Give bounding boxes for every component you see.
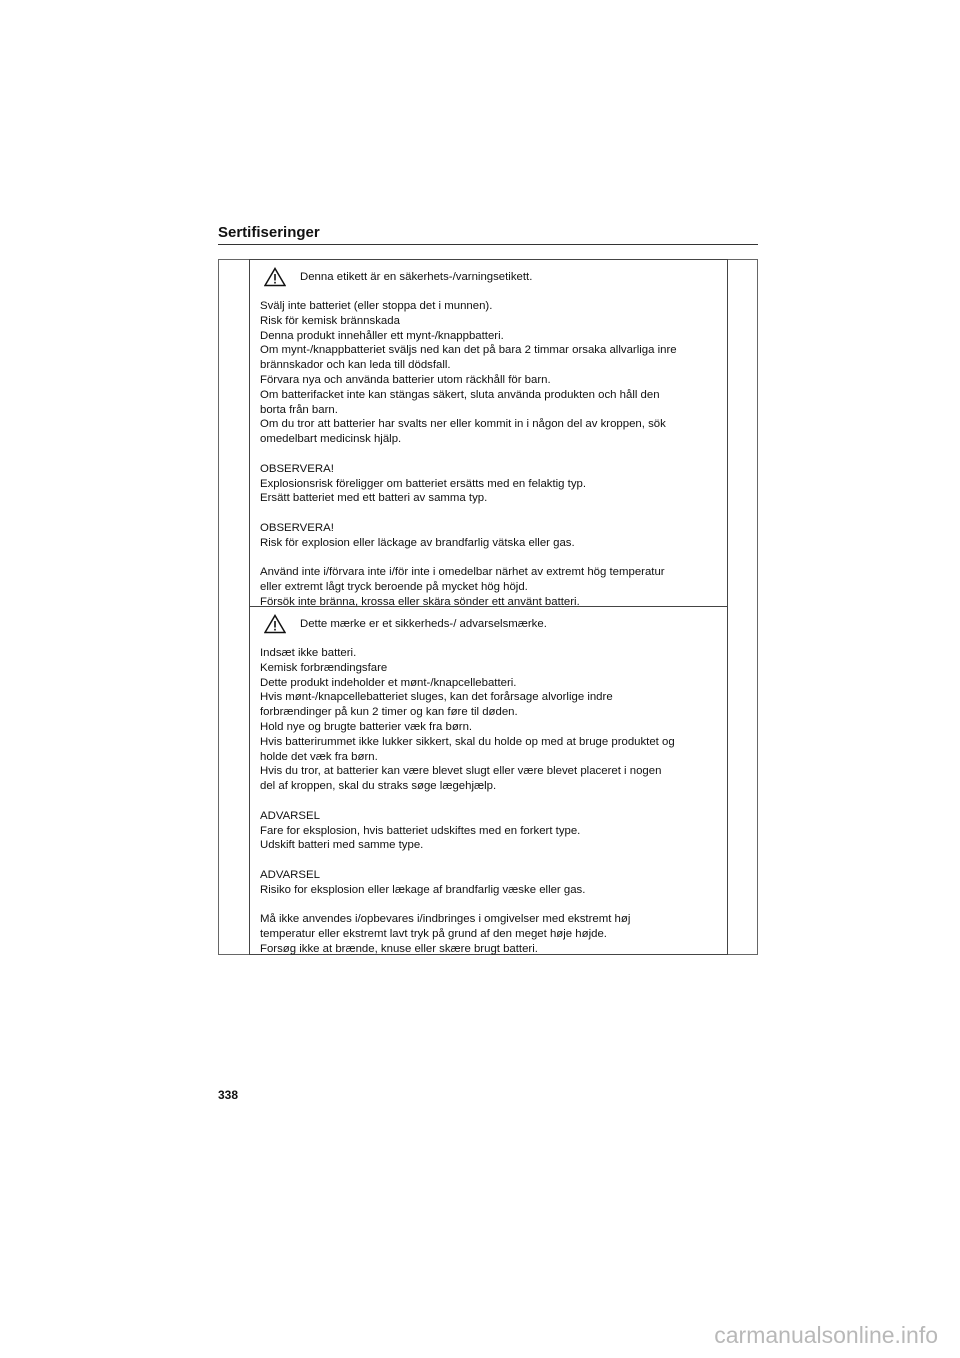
text-line: Hvis mønt-/knapcellebatteriet sluges, kan det forårsage alvorlige indre [260,691,613,704]
title-divider [218,244,758,245]
warning-heading: Denna etikett är en säkerhets-/varningsetikett. [300,270,533,283]
text-line: omedelbart medicinsk hjälp. [260,433,402,446]
text-line: Hold nye og brugte batterier væk fra børn. [260,720,473,733]
text-line: Indsæt ikke batteri. [260,647,357,659]
section-title: Sertifiseringer [218,224,320,241]
text-line: Forsøg ikke at brænde, knuse eller skære brugt batteri. [260,942,538,955]
text-line: eller extremt lågt tryck beroende på mycket hög höjd. [260,581,528,594]
paragraph-gap [260,853,717,868]
warning-heading-row [260,265,717,289]
warning-label-swedish [249,259,728,607]
text-line: Ersätt batteriet med ett batteri av samma typ. [260,492,488,505]
warning-text [260,646,717,957]
text-line: brännskador och kan leda till dödsfall. [260,359,451,372]
text-line: temperatur eller ekstremt lavt tryk på grund af den meget høje højde. [260,928,607,941]
text-line: ADVARSEL [260,809,320,822]
text-line: Om batterifacket inte kan stängas säkert, sluta använda produkten och håll den [260,388,660,401]
page-number: 338 [218,1088,239,1102]
paragraph-gap [260,506,717,521]
text-line: Risk för explosion eller läckage av brandfarlig vätska eller gas. [260,536,575,549]
text-line: Udskift batteri med samme type. [260,839,424,852]
text-line: borta från barn. [260,403,338,416]
text-line: forbrændinger på kun 2 timer og kan føre til døden. [260,706,518,719]
warning-triangle-icon [264,614,286,634]
watermark: carmanualsonline.info [714,1322,938,1348]
text-line: Explosionsrisk föreligger om batteriet ersätts med en felaktig typ. [260,477,587,490]
text-line: Dette produkt indeholder et mønt-/knapcellebatteri. [260,676,517,689]
text-line: Förvara nya och använda batterier utom räckhåll för barn. [260,373,551,386]
paragraph-gap [260,898,717,913]
warning-heading: Dette mærke er et sikkerheds-/ advarselsmærke. [300,617,547,630]
text-line: del af kroppen, skal du straks søge lægehjælp. [260,780,497,793]
text-line: OBSERVERA! [260,521,334,534]
text-line: Om mynt-/knappbatteriet sväljs ned kan det på bara 2 timmar orsaka allvarliga inre [260,344,677,357]
text-line: Risiko for eksplosion eller lækage af brandfarlig væske eller gas. [260,883,586,896]
warning-triangle-icon [264,267,286,287]
text-line: Om du tror att batterier har svalts ner eller kommit in i någon del av kroppen, sök [260,418,666,431]
text-line: Använd inte i/förvara inte i/för inte i omedelbar närhet av extremt hög temperatur [260,566,665,579]
text-line: Kemisk forbrændingsfare [260,661,388,674]
warning-heading-row [260,612,717,636]
paragraph-gap [260,447,717,462]
text-line: Hvis batterirummet ikke lukker sikkert, skal du holde op med at bruge produktet og [260,735,675,748]
text-line: Risk för kemisk brännskada [260,314,400,327]
text-line: holde det væk fra børn. [260,750,378,763]
text-line: Fare for eksplosion, hvis batteriet udskiftes med en forkert type. [260,824,581,837]
warning-text [260,299,717,610]
text-line: Svälj inte batteriet (eller stoppa det i munnen). [260,300,493,312]
warning-label-danish [249,606,728,955]
paragraph-gap [260,551,717,566]
text-line: OBSERVERA! [260,462,334,475]
text-line: Må ikke anvendes i/opbevares i/indbringes i omgivelser med ekstremt høj [260,913,631,926]
text-line: Försök inte bränna, krossa eller skära sönder ett använt batteri. [260,595,580,608]
paragraph-gap [260,794,717,809]
text-line: ADVARSEL [260,868,320,881]
text-line: Hvis du tror, at batterier kan være blevet slugt eller være blevet placeret i nogen [260,765,662,778]
text-line: Denna produkt innehåller ett mynt-/knappbatteri. [260,329,504,342]
